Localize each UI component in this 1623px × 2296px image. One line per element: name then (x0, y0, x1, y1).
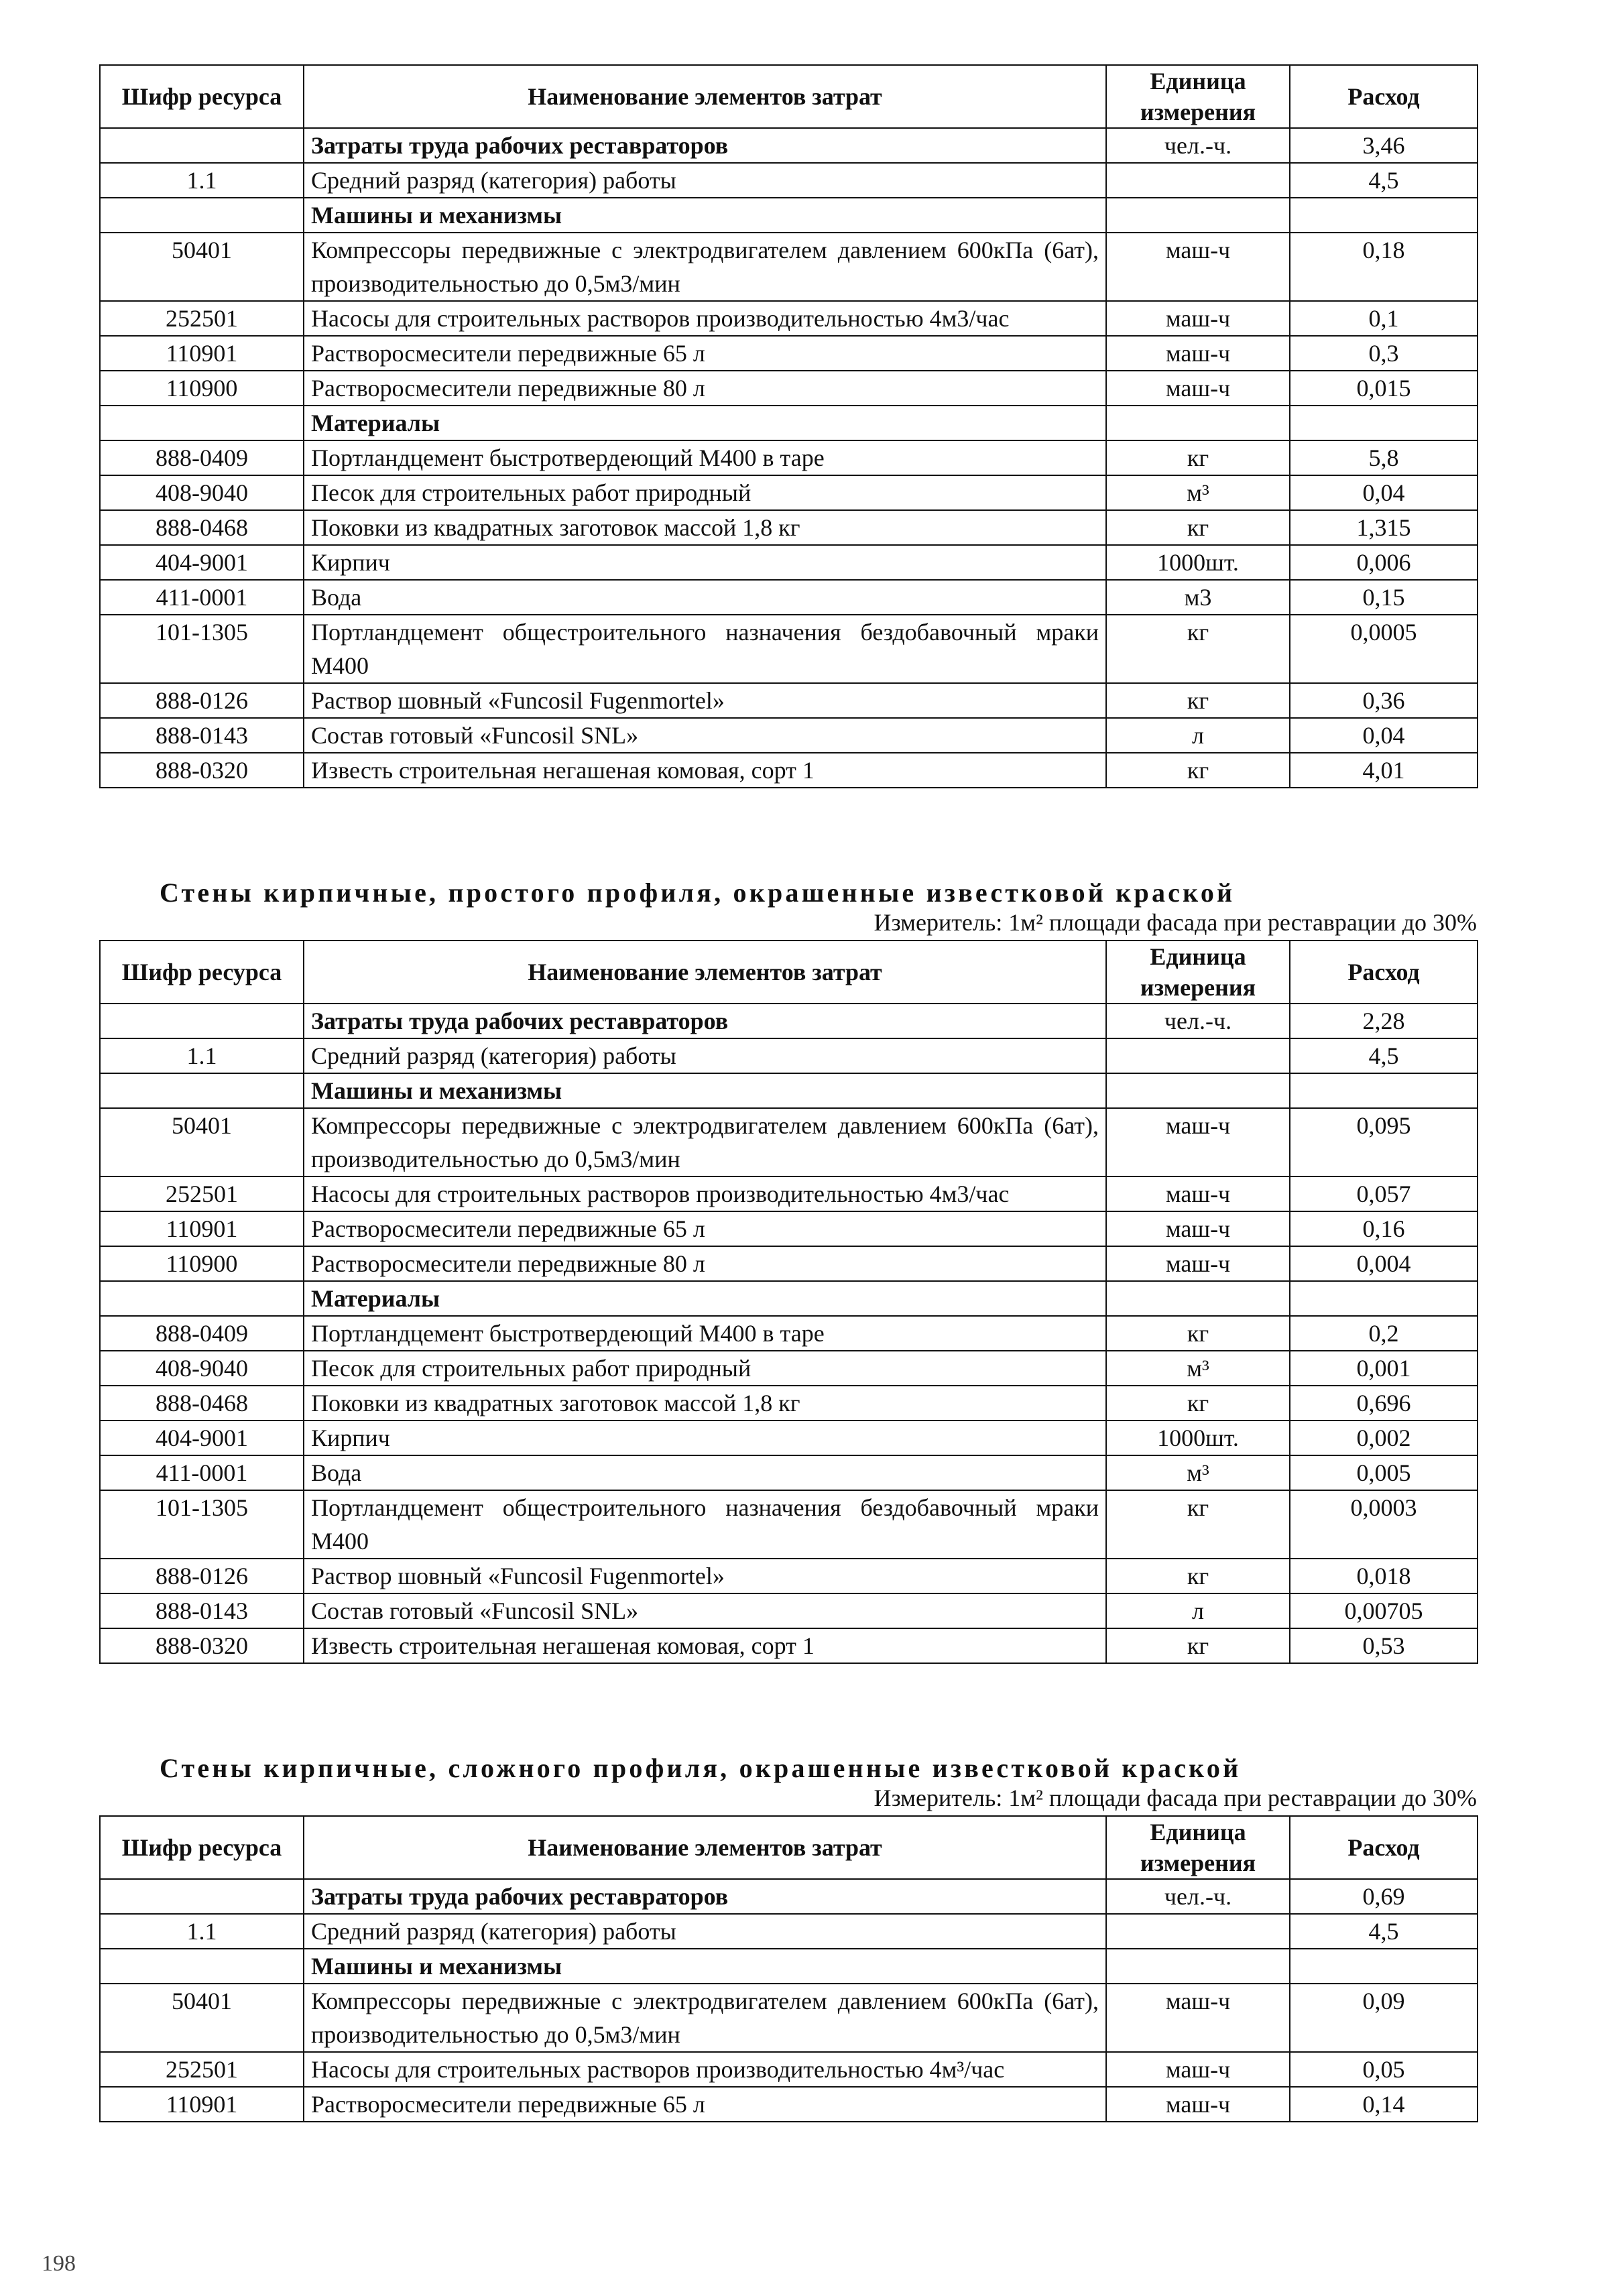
cell-unit: кг (1106, 1559, 1290, 1593)
cell-qty: 0,004 (1290, 1246, 1478, 1281)
cell-code: 888-0143 (100, 1593, 304, 1628)
cell-code: 888-0409 (100, 440, 304, 475)
table-row (100, 580, 1478, 615)
cell-code: 408-9040 (100, 1351, 304, 1386)
cell-qty: 0,15 (1290, 580, 1478, 615)
cell-code: 888-0320 (100, 753, 304, 788)
cell-code (100, 1949, 304, 1984)
table-row (100, 233, 1478, 301)
cell-name: Средний разряд (категория) работы (304, 163, 1106, 198)
cell-qty: 0,0003 (1290, 1490, 1478, 1559)
cell-unit: кг (1106, 683, 1290, 718)
cell-qty: 0,006 (1290, 545, 1478, 580)
cell-code: 411-0001 (100, 1455, 304, 1490)
cell-qty: 0,1 (1290, 301, 1478, 336)
table-section-3 (99, 1815, 1477, 2122)
cell-name: Вода (304, 580, 1106, 615)
cell-name: Насосы для строительных растворов производительностью 4м³/час (304, 2052, 1106, 2087)
cell-qty: 1,315 (1290, 510, 1478, 545)
cell-unit: маш-ч (1106, 1176, 1290, 1211)
cell-code (100, 198, 304, 233)
cell-unit: 1000шт. (1106, 1421, 1290, 1455)
cell-unit (1106, 198, 1290, 233)
cell-qty: 0,057 (1290, 1176, 1478, 1211)
section-measure: Измеритель: 1м² площади фасада при реставрации до 30% (874, 909, 1477, 936)
cell-code: 101-1305 (100, 1490, 304, 1559)
cell-name: Затраты труда рабочих реставраторов (304, 1879, 1106, 1914)
table-row (100, 1211, 1478, 1246)
cell-name: Портландцемент общестроительного назначения бездобавочный мраки М400 (304, 1490, 1106, 1559)
cell-name: Состав готовый «Funcosil SNL» (304, 1593, 1106, 1628)
cell-code: 50401 (100, 1984, 304, 2052)
cell-code: 50401 (100, 1108, 304, 1176)
table-row (100, 2087, 1478, 2122)
cell-code: 888-0126 (100, 1559, 304, 1593)
table-row (100, 1246, 1478, 1281)
table-row (100, 406, 1478, 440)
cell-unit: маш-ч (1106, 1108, 1290, 1176)
cell-name: Портландцемент общестроительного назначения бездобавочный мраки М400 (304, 615, 1106, 683)
table-header-row (100, 1816, 1478, 1879)
table-row (100, 753, 1478, 788)
cell-qty: 0,018 (1290, 1559, 1478, 1593)
table-row (100, 1316, 1478, 1351)
cell-code (100, 128, 304, 163)
cell-unit: маш-ч (1106, 2052, 1290, 2087)
table-row (100, 615, 1478, 683)
cell-qty: 0,0005 (1290, 615, 1478, 683)
table-row (100, 336, 1478, 371)
cell-name: Компрессоры передвижные с электродвигателем давлением 600кПа (6ат), производительностью до 0,5м3/мин (304, 1984, 1106, 2052)
cell-qty: 0,09 (1290, 1984, 1478, 2052)
cell-code: 252501 (100, 301, 304, 336)
cell-name: Песок для строительных работ природный (304, 1351, 1106, 1386)
cell-code (100, 406, 304, 440)
cell-unit: кг (1106, 1490, 1290, 1559)
cell-qty (1290, 198, 1478, 233)
cell-qty: 0,696 (1290, 1386, 1478, 1421)
col-header-unit: Единица измерения (1106, 941, 1290, 1004)
cell-code (100, 1879, 304, 1914)
cell-unit: кг (1106, 615, 1290, 683)
cell-unit: л (1106, 718, 1290, 753)
cell-code (100, 1004, 304, 1038)
table-row (100, 128, 1478, 163)
col-header-name: Наименование элементов затрат (304, 65, 1106, 128)
table-row (100, 545, 1478, 580)
table-section-2 (99, 940, 1477, 1664)
cell-unit: кг (1106, 510, 1290, 545)
cell-name: Кирпич (304, 545, 1106, 580)
col-header-code: Шифр ресурса (100, 65, 304, 128)
resource-table (99, 1815, 1478, 2122)
cell-name: Растворосмесители передвижные 80 л (304, 371, 1106, 406)
cell-unit: маш-ч (1106, 336, 1290, 371)
table-row (100, 301, 1478, 336)
cell-unit: маш-ч (1106, 1211, 1290, 1246)
table-row (100, 1914, 1478, 1949)
cell-code (100, 1073, 304, 1108)
cell-code: 110901 (100, 1211, 304, 1246)
cell-qty: 2,28 (1290, 1004, 1478, 1038)
cell-code: 888-0409 (100, 1316, 304, 1351)
cell-unit: м³ (1106, 475, 1290, 510)
cell-qty: 0,16 (1290, 1211, 1478, 1246)
cell-unit: маш-ч (1106, 2087, 1290, 2122)
cell-name: Материалы (304, 1281, 1106, 1316)
col-header-unit: Единица измерения (1106, 65, 1290, 128)
cell-code: 110901 (100, 2087, 304, 2122)
cell-code: 888-0468 (100, 510, 304, 545)
section-header-3 (99, 1754, 1477, 1813)
table-row (100, 1559, 1478, 1593)
cell-name: Состав готовый «Funcosil SNL» (304, 718, 1106, 753)
table-row (100, 1073, 1478, 1108)
col-header-qty: Расход (1290, 941, 1478, 1004)
cell-qty (1290, 406, 1478, 440)
cell-unit (1106, 1073, 1290, 1108)
section-header-2 (99, 878, 1477, 937)
cell-code: 888-0126 (100, 683, 304, 718)
cell-name: Средний разряд (категория) работы (304, 1038, 1106, 1073)
table-row (100, 683, 1478, 718)
cell-name: Поковки из квадратных заготовок массой 1,8 кг (304, 510, 1106, 545)
cell-qty (1290, 1073, 1478, 1108)
cell-name: Поковки из квадратных заготовок массой 1,8 кг (304, 1386, 1106, 1421)
table-row (100, 1593, 1478, 1628)
cell-unit (1106, 1949, 1290, 1984)
table-row (100, 2052, 1478, 2087)
table-row (100, 1351, 1478, 1386)
cell-name: Машины и механизмы (304, 1949, 1106, 1984)
cell-qty: 0,2 (1290, 1316, 1478, 1351)
table-row (100, 1386, 1478, 1421)
table-header-row (100, 941, 1478, 1004)
table-row (100, 1949, 1478, 1984)
cell-unit: маш-ч (1106, 371, 1290, 406)
table-row (100, 718, 1478, 753)
table-row (100, 1490, 1478, 1559)
cell-name: Затраты труда рабочих реставраторов (304, 1004, 1106, 1038)
table-row (100, 1176, 1478, 1211)
cell-code: 110901 (100, 336, 304, 371)
cell-qty: 0,36 (1290, 683, 1478, 718)
cell-code: 252501 (100, 2052, 304, 2087)
resource-table (99, 64, 1478, 788)
cell-qty (1290, 1281, 1478, 1316)
cell-unit: кг (1106, 440, 1290, 475)
section-title: Стены кирпичные, простого профиля, окрашенные известковой краской (160, 878, 1236, 908)
cell-unit: кг (1106, 753, 1290, 788)
cell-name: Вода (304, 1455, 1106, 1490)
table-row (100, 510, 1478, 545)
cell-code: 110900 (100, 371, 304, 406)
col-header-code: Шифр ресурса (100, 941, 304, 1004)
cell-qty: 4,5 (1290, 163, 1478, 198)
cell-name: Растворосмесители передвижные 65 л (304, 2087, 1106, 2122)
cell-qty: 0,04 (1290, 718, 1478, 753)
table-row (100, 371, 1478, 406)
table-row (100, 440, 1478, 475)
cell-qty: 0,00705 (1290, 1593, 1478, 1628)
cell-qty: 0,05 (1290, 2052, 1478, 2087)
cell-unit: маш-ч (1106, 1984, 1290, 2052)
cell-name: Песок для строительных работ природный (304, 475, 1106, 510)
table-row (100, 1455, 1478, 1490)
cell-code: 888-0468 (100, 1386, 304, 1421)
section-title: Стены кирпичные, сложного профиля, окрашенные известковой краской (160, 1753, 1242, 1783)
cell-code: 50401 (100, 233, 304, 301)
table-row (100, 1628, 1478, 1663)
cell-name: Насосы для строительных растворов производительностью 4м3/час (304, 1176, 1106, 1211)
table-section-1 (99, 64, 1477, 788)
cell-code: 404-9001 (100, 1421, 304, 1455)
cell-name: Кирпич (304, 1421, 1106, 1455)
cell-unit: маш-ч (1106, 233, 1290, 301)
cell-code: 252501 (100, 1176, 304, 1211)
col-header-unit: Единица измерения (1106, 1816, 1290, 1879)
cell-qty: 0,015 (1290, 371, 1478, 406)
table-row (100, 475, 1478, 510)
cell-name: Известь строительная негашеная комовая, сорт 1 (304, 753, 1106, 788)
cell-name: Компрессоры передвижные с электродвигателем давлением 600кПа (6ат), производительностью до 0,5м3/мин (304, 233, 1106, 301)
cell-unit: л (1106, 1593, 1290, 1628)
cell-unit: маш-ч (1106, 301, 1290, 336)
table-row (100, 1421, 1478, 1455)
cell-qty: 0,69 (1290, 1879, 1478, 1914)
col-header-qty: Расход (1290, 1816, 1478, 1879)
cell-qty: 0,14 (1290, 2087, 1478, 2122)
table-row (100, 163, 1478, 198)
cell-name: Портландцемент быстротвердеющий М400 в таре (304, 440, 1106, 475)
section-measure: Измеритель: 1м² площади фасада при реставрации до 30% (874, 1785, 1477, 1811)
table-row (100, 1004, 1478, 1038)
cell-qty (1290, 1949, 1478, 1984)
cell-name: Насосы для строительных растворов производительностью 4м3/час (304, 301, 1106, 336)
cell-name: Растворосмесители передвижные 65 л (304, 336, 1106, 371)
table-row (100, 1281, 1478, 1316)
cell-code (100, 1281, 304, 1316)
col-header-qty: Расход (1290, 65, 1478, 128)
cell-unit (1106, 1281, 1290, 1316)
cell-qty: 0,002 (1290, 1421, 1478, 1455)
resource-table (99, 940, 1478, 1664)
cell-name: Известь строительная негашеная комовая, сорт 1 (304, 1628, 1106, 1663)
table-row (100, 1038, 1478, 1073)
table-header-row (100, 65, 1478, 128)
table-row (100, 1108, 1478, 1176)
cell-qty: 4,5 (1290, 1038, 1478, 1073)
cell-unit: чел.-ч. (1106, 1004, 1290, 1038)
cell-code: 404-9001 (100, 545, 304, 580)
cell-qty: 5,8 (1290, 440, 1478, 475)
cell-qty: 4,5 (1290, 1914, 1478, 1949)
cell-qty: 0,04 (1290, 475, 1478, 510)
table-row (100, 198, 1478, 233)
cell-name: Машины и механизмы (304, 1073, 1106, 1108)
cell-name: Материалы (304, 406, 1106, 440)
cell-name: Средний разряд (категория) работы (304, 1914, 1106, 1949)
cell-unit (1106, 163, 1290, 198)
cell-qty: 0,095 (1290, 1108, 1478, 1176)
cell-qty: 0,18 (1290, 233, 1478, 301)
cell-unit: маш-ч (1106, 1246, 1290, 1281)
cell-code: 1.1 (100, 163, 304, 198)
cell-code: 1.1 (100, 1038, 304, 1073)
table-row (100, 1984, 1478, 2052)
cell-unit (1106, 1038, 1290, 1073)
cell-unit: кг (1106, 1628, 1290, 1663)
cell-name: Затраты труда рабочих реставраторов (304, 128, 1106, 163)
cell-qty: 0,005 (1290, 1455, 1478, 1490)
cell-code: 411-0001 (100, 580, 304, 615)
cell-unit: чел.-ч. (1106, 1879, 1290, 1914)
cell-unit (1106, 406, 1290, 440)
col-header-name: Наименование элементов затрат (304, 1816, 1106, 1879)
cell-unit: чел.-ч. (1106, 128, 1290, 163)
cell-unit: кг (1106, 1386, 1290, 1421)
cell-code: 101-1305 (100, 615, 304, 683)
cell-code: 408-9040 (100, 475, 304, 510)
cell-name: Растворосмесители передвижные 80 л (304, 1246, 1106, 1281)
table-row (100, 1879, 1478, 1914)
cell-unit: м3 (1106, 580, 1290, 615)
cell-code: 1.1 (100, 1914, 304, 1949)
cell-qty: 4,01 (1290, 753, 1478, 788)
cell-unit: м³ (1106, 1351, 1290, 1386)
cell-code: 888-0143 (100, 718, 304, 753)
cell-code: 110900 (100, 1246, 304, 1281)
cell-unit: кг (1106, 1316, 1290, 1351)
col-header-code: Шифр ресурса (100, 1816, 304, 1879)
cell-name: Портландцемент быстротвердеющий М400 в таре (304, 1316, 1106, 1351)
page-number: 198 (42, 2251, 76, 2276)
cell-name: Раствор шовный «Funcosil Fugenmortel» (304, 683, 1106, 718)
cell-name: Машины и механизмы (304, 198, 1106, 233)
cell-unit (1106, 1914, 1290, 1949)
cell-name: Раствор шовный «Funcosil Fugenmortel» (304, 1559, 1106, 1593)
cell-qty: 3,46 (1290, 128, 1478, 163)
cell-qty: 0,3 (1290, 336, 1478, 371)
cell-qty: 0,001 (1290, 1351, 1478, 1386)
cell-name: Компрессоры передвижные с электродвигателем давлением 600кПа (6ат), производительностью до 0,5м3/мин (304, 1108, 1106, 1176)
cell-unit: м³ (1106, 1455, 1290, 1490)
cell-qty: 0,53 (1290, 1628, 1478, 1663)
cell-name: Растворосмесители передвижные 65 л (304, 1211, 1106, 1246)
cell-code: 888-0320 (100, 1628, 304, 1663)
cell-unit: 1000шт. (1106, 545, 1290, 580)
col-header-name: Наименование элементов затрат (304, 941, 1106, 1004)
